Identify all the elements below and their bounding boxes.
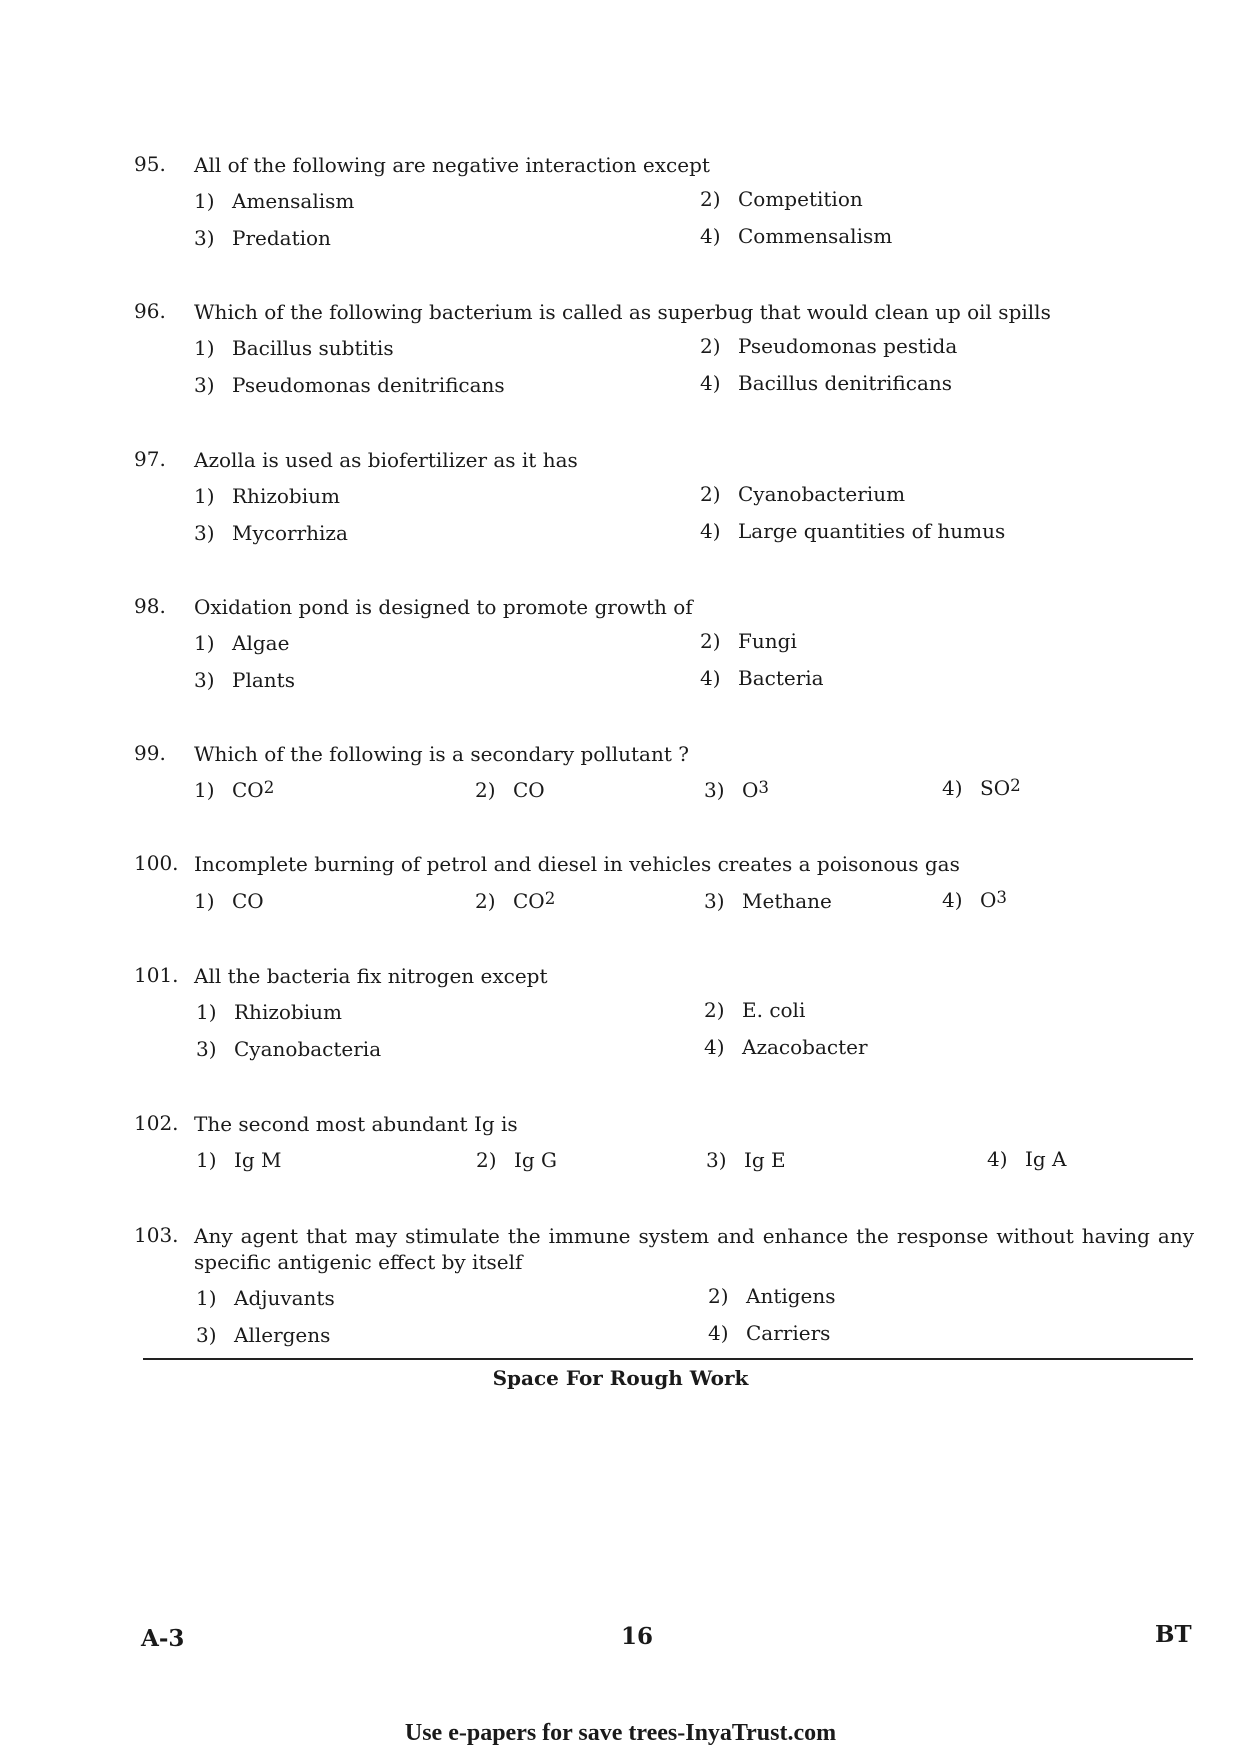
question-text: Which of the following is a secondary pollutant ? bbox=[194, 742, 689, 766]
page-number: 16 bbox=[621, 1623, 654, 1650]
option-3: 3) O 3 bbox=[704, 778, 770, 802]
question-text: Incomplete burning of petrol and diesel in vehicles creates a poisonous gas bbox=[194, 852, 960, 876]
question-text: All of the following are negative interaction except bbox=[194, 153, 710, 177]
rough-work-label: Space For Rough Work bbox=[492, 1366, 749, 1390]
option-4: 4) Carriers bbox=[708, 1321, 831, 1345]
option-2: 2) E. coli bbox=[704, 998, 806, 1022]
footer-subject: BT bbox=[1155, 1621, 1192, 1648]
option-2: 2) Ig G bbox=[476, 1148, 558, 1172]
option-1: 1) CO bbox=[194, 889, 264, 913]
option-2: 2) Antigens bbox=[708, 1284, 836, 1308]
option-2: 2) Pseudomonas pestida bbox=[700, 334, 958, 358]
option-3: 3) Predation bbox=[194, 226, 331, 250]
option-1: 1) Rhizobium bbox=[196, 1000, 342, 1024]
question-number: 97. bbox=[134, 447, 166, 471]
question-number: 99. bbox=[134, 741, 166, 765]
option-1: 1) Adjuvants bbox=[196, 1286, 335, 1310]
option-3: 3) Mycorrhiza bbox=[194, 521, 348, 545]
option-4: 4) Azacobacter bbox=[704, 1035, 868, 1059]
question-text: Azolla is used as biofertilizer as it has bbox=[194, 448, 578, 472]
option-1: 1) Bacillus subtitis bbox=[194, 336, 394, 360]
option-4: 4) Bacillus denitrificans bbox=[700, 371, 953, 395]
question-text: Any agent that may stimulate the immune system and enhance the response without having any specific antigenic effect by itself bbox=[194, 1224, 1194, 1274]
option-1: 1) CO 2 bbox=[194, 778, 275, 802]
question-text: The second most abundant Ig is bbox=[194, 1112, 518, 1136]
option-3: 3) Plants bbox=[194, 668, 295, 692]
question-number: 96. bbox=[134, 299, 166, 323]
option-4: 4) O 3 bbox=[942, 888, 1008, 912]
option-2: 2) CO bbox=[475, 778, 545, 802]
divider-rule bbox=[143, 1358, 1193, 1360]
footer-code: A-3 bbox=[141, 1625, 185, 1652]
option-2: 2) CO 2 bbox=[475, 889, 556, 913]
option-3: 3) Pseudomonas denitrificans bbox=[194, 373, 505, 397]
footer-note: Use e-papers for save trees-InyaTrust.com bbox=[404, 1720, 837, 1746]
option-1: 1) Ig M bbox=[196, 1148, 282, 1172]
question-text: All the bacteria fix nitrogen except bbox=[194, 964, 548, 988]
option-3: 3) Methane bbox=[704, 889, 832, 913]
option-2: 2) Competition bbox=[700, 187, 863, 211]
option-2: 2) Cyanobacterium bbox=[700, 482, 906, 506]
question-number: 102. bbox=[134, 1111, 179, 1135]
option-3: 3) Cyanobacteria bbox=[196, 1037, 382, 1061]
option-4: 4) Large quantities of humus bbox=[700, 519, 1006, 543]
option-4: 4) Commensalism bbox=[700, 224, 893, 248]
option-1: 1) Amensalism bbox=[194, 189, 355, 213]
option-3: 3) Allergens bbox=[196, 1323, 331, 1347]
question-number: 95. bbox=[134, 152, 166, 176]
question-number: 101. bbox=[134, 963, 179, 987]
question-number: 100. bbox=[134, 851, 179, 875]
question-text: Oxidation pond is designed to promote growth of bbox=[194, 595, 693, 619]
option-1: 1) Algae bbox=[194, 631, 290, 655]
option-4: 4) Ig A bbox=[987, 1147, 1067, 1171]
question-number: 98. bbox=[134, 594, 166, 618]
option-3: 3) Ig E bbox=[706, 1148, 786, 1172]
option-2: 2) Fungi bbox=[700, 629, 797, 653]
option-4: 4) SO 2 bbox=[942, 776, 1021, 800]
option-4: 4) Bacteria bbox=[700, 666, 824, 690]
option-1: 1) Rhizobium bbox=[194, 484, 340, 508]
question-text: Which of the following bacterium is called as superbug that would clean up oil spills bbox=[194, 300, 1051, 324]
question-number: 103. bbox=[134, 1223, 179, 1247]
